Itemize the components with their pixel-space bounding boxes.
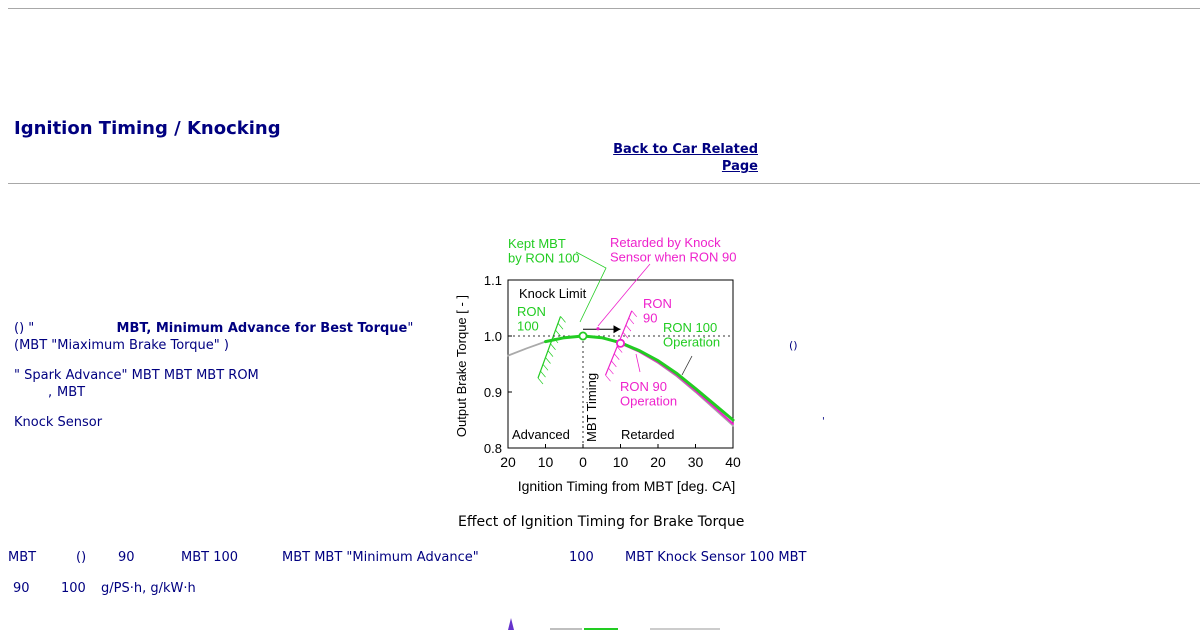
y-axis-label: Output Brake Torque [ - ] (454, 294, 469, 438)
bottom-text-6: 100 (569, 550, 594, 565)
y-tick-label: 1.1 (483, 273, 502, 288)
ron100-knock-limit-hatch (538, 378, 543, 384)
header-divider (8, 183, 1200, 185)
x-tick-label: 10 (537, 454, 554, 470)
x-tick-label: 10 (612, 454, 629, 470)
ron90-knock-limit-hatch (629, 318, 634, 324)
kept-mbt-label: Kept MBT by RON 100 (508, 236, 580, 266)
paragraph-spark-mbt: MBT (57, 385, 86, 400)
ron100-knock-limit-hatch (548, 351, 553, 357)
next-figure-preview (500, 616, 740, 630)
ron100-knock-limit (538, 316, 561, 378)
retarded-by-knock-label: Retarded by Knock Sensor when RON 90 (610, 235, 737, 265)
annotation-layer (508, 235, 736, 442)
top-divider (8, 8, 1200, 10)
ron100-knock-limit-hatch (556, 330, 561, 336)
ron100-knock-limit-hatch (546, 357, 551, 363)
ron90-operation-label: RON 90 Operation (620, 379, 678, 409)
ron90-knock-limit-hatch (606, 375, 611, 381)
ron90-knock-limit-hatch (626, 325, 631, 331)
ron90-label: RON 90 (643, 296, 672, 326)
bottom-text-8: 90 (13, 581, 30, 596)
paragraph-mbt-alt: (MBT "Miaximum Brake Torque" ) (14, 338, 229, 353)
y-tick-label: 0.8 (483, 441, 502, 456)
x-tick-label: 30 (687, 454, 704, 470)
retarded-region-label: Retarded (621, 427, 675, 442)
ron90-knock-limit-hatch (623, 332, 628, 338)
paren-open: () " (14, 321, 35, 336)
retard-arrow-dot (596, 327, 599, 330)
ron100-knock-limit-hatch (543, 364, 548, 370)
page-title: Ignition Timing / Knocking (14, 118, 281, 139)
operating-point-1 (617, 340, 624, 347)
bottom-text-10: g/PS·h, g/kW·h (101, 581, 196, 596)
operating-point-0 (579, 332, 586, 339)
bottom-text-9: 100 (61, 581, 86, 596)
bottom-text-5: MBT MBT "Minimum Advance" (282, 550, 479, 565)
advanced-region-label: Advanced (512, 427, 570, 442)
x-axis-label: Ignition Timing from MBT [deg. CA] (517, 478, 736, 494)
ron90-knock-limit-hatch (614, 354, 619, 360)
figure-caption: Effect of Ignition Timing for Brake Torque (458, 514, 745, 530)
bottom-text-2: () (76, 550, 87, 565)
ron90-knock-limit-hatch (611, 361, 616, 367)
back-to-car-page-link[interactable]: Back to Car Related Page (613, 142, 758, 174)
ron100-knock-limit-hatch (561, 316, 566, 322)
ron90-knock-limit-hatch (608, 368, 613, 374)
paragraph-mbt-definition (14, 321, 413, 336)
mbt-timing-label: MBT Timing (584, 372, 599, 442)
quote-close: " (407, 321, 414, 336)
x-tick-label: 40 (725, 454, 741, 470)
ron100-label: RON 100 (517, 304, 546, 334)
right-stray-mark: ' (822, 416, 825, 427)
y-tick-label: 0.9 (483, 385, 502, 400)
retard-arrowhead (614, 325, 621, 333)
x-tick-label: 20 (500, 454, 516, 470)
ron100-knock-limit-hatch (551, 344, 556, 350)
x-tick-label: 0 (579, 454, 587, 470)
ron100-op-leader (682, 356, 692, 375)
bottom-text-1: MBT (8, 550, 37, 565)
y-tick-label: 1.0 (483, 329, 502, 344)
ron90-knock-limit-hatch (632, 311, 637, 317)
ignition-timing-chart (450, 232, 770, 502)
bottom-text-7: MBT Knock Sensor 100 MBT (625, 550, 807, 565)
bottom-text-3: 90 (118, 550, 135, 565)
ron100-knock-limit-hatch (558, 323, 563, 329)
ron90-op-leader (636, 354, 640, 372)
paragraph-spark-comma: , (48, 385, 53, 400)
bottom-text-4: MBT 100 (181, 550, 239, 565)
paragraph-spark-advance: " Spark Advance" MBT MBT MBT ROM (14, 368, 259, 383)
ron100-operation-label: RON 100 Operation (663, 320, 721, 350)
x-tick-label: 20 (650, 454, 666, 470)
right-paren-note: () (789, 339, 798, 352)
mbt-term: MBT, Minimum Advance for Best Torque (116, 321, 408, 336)
knock-limit-label: Knock Limit (519, 286, 587, 301)
ron100-knock-limit-hatch (541, 371, 546, 377)
paragraph-knock-sensor: Knock Sensor (14, 415, 103, 430)
